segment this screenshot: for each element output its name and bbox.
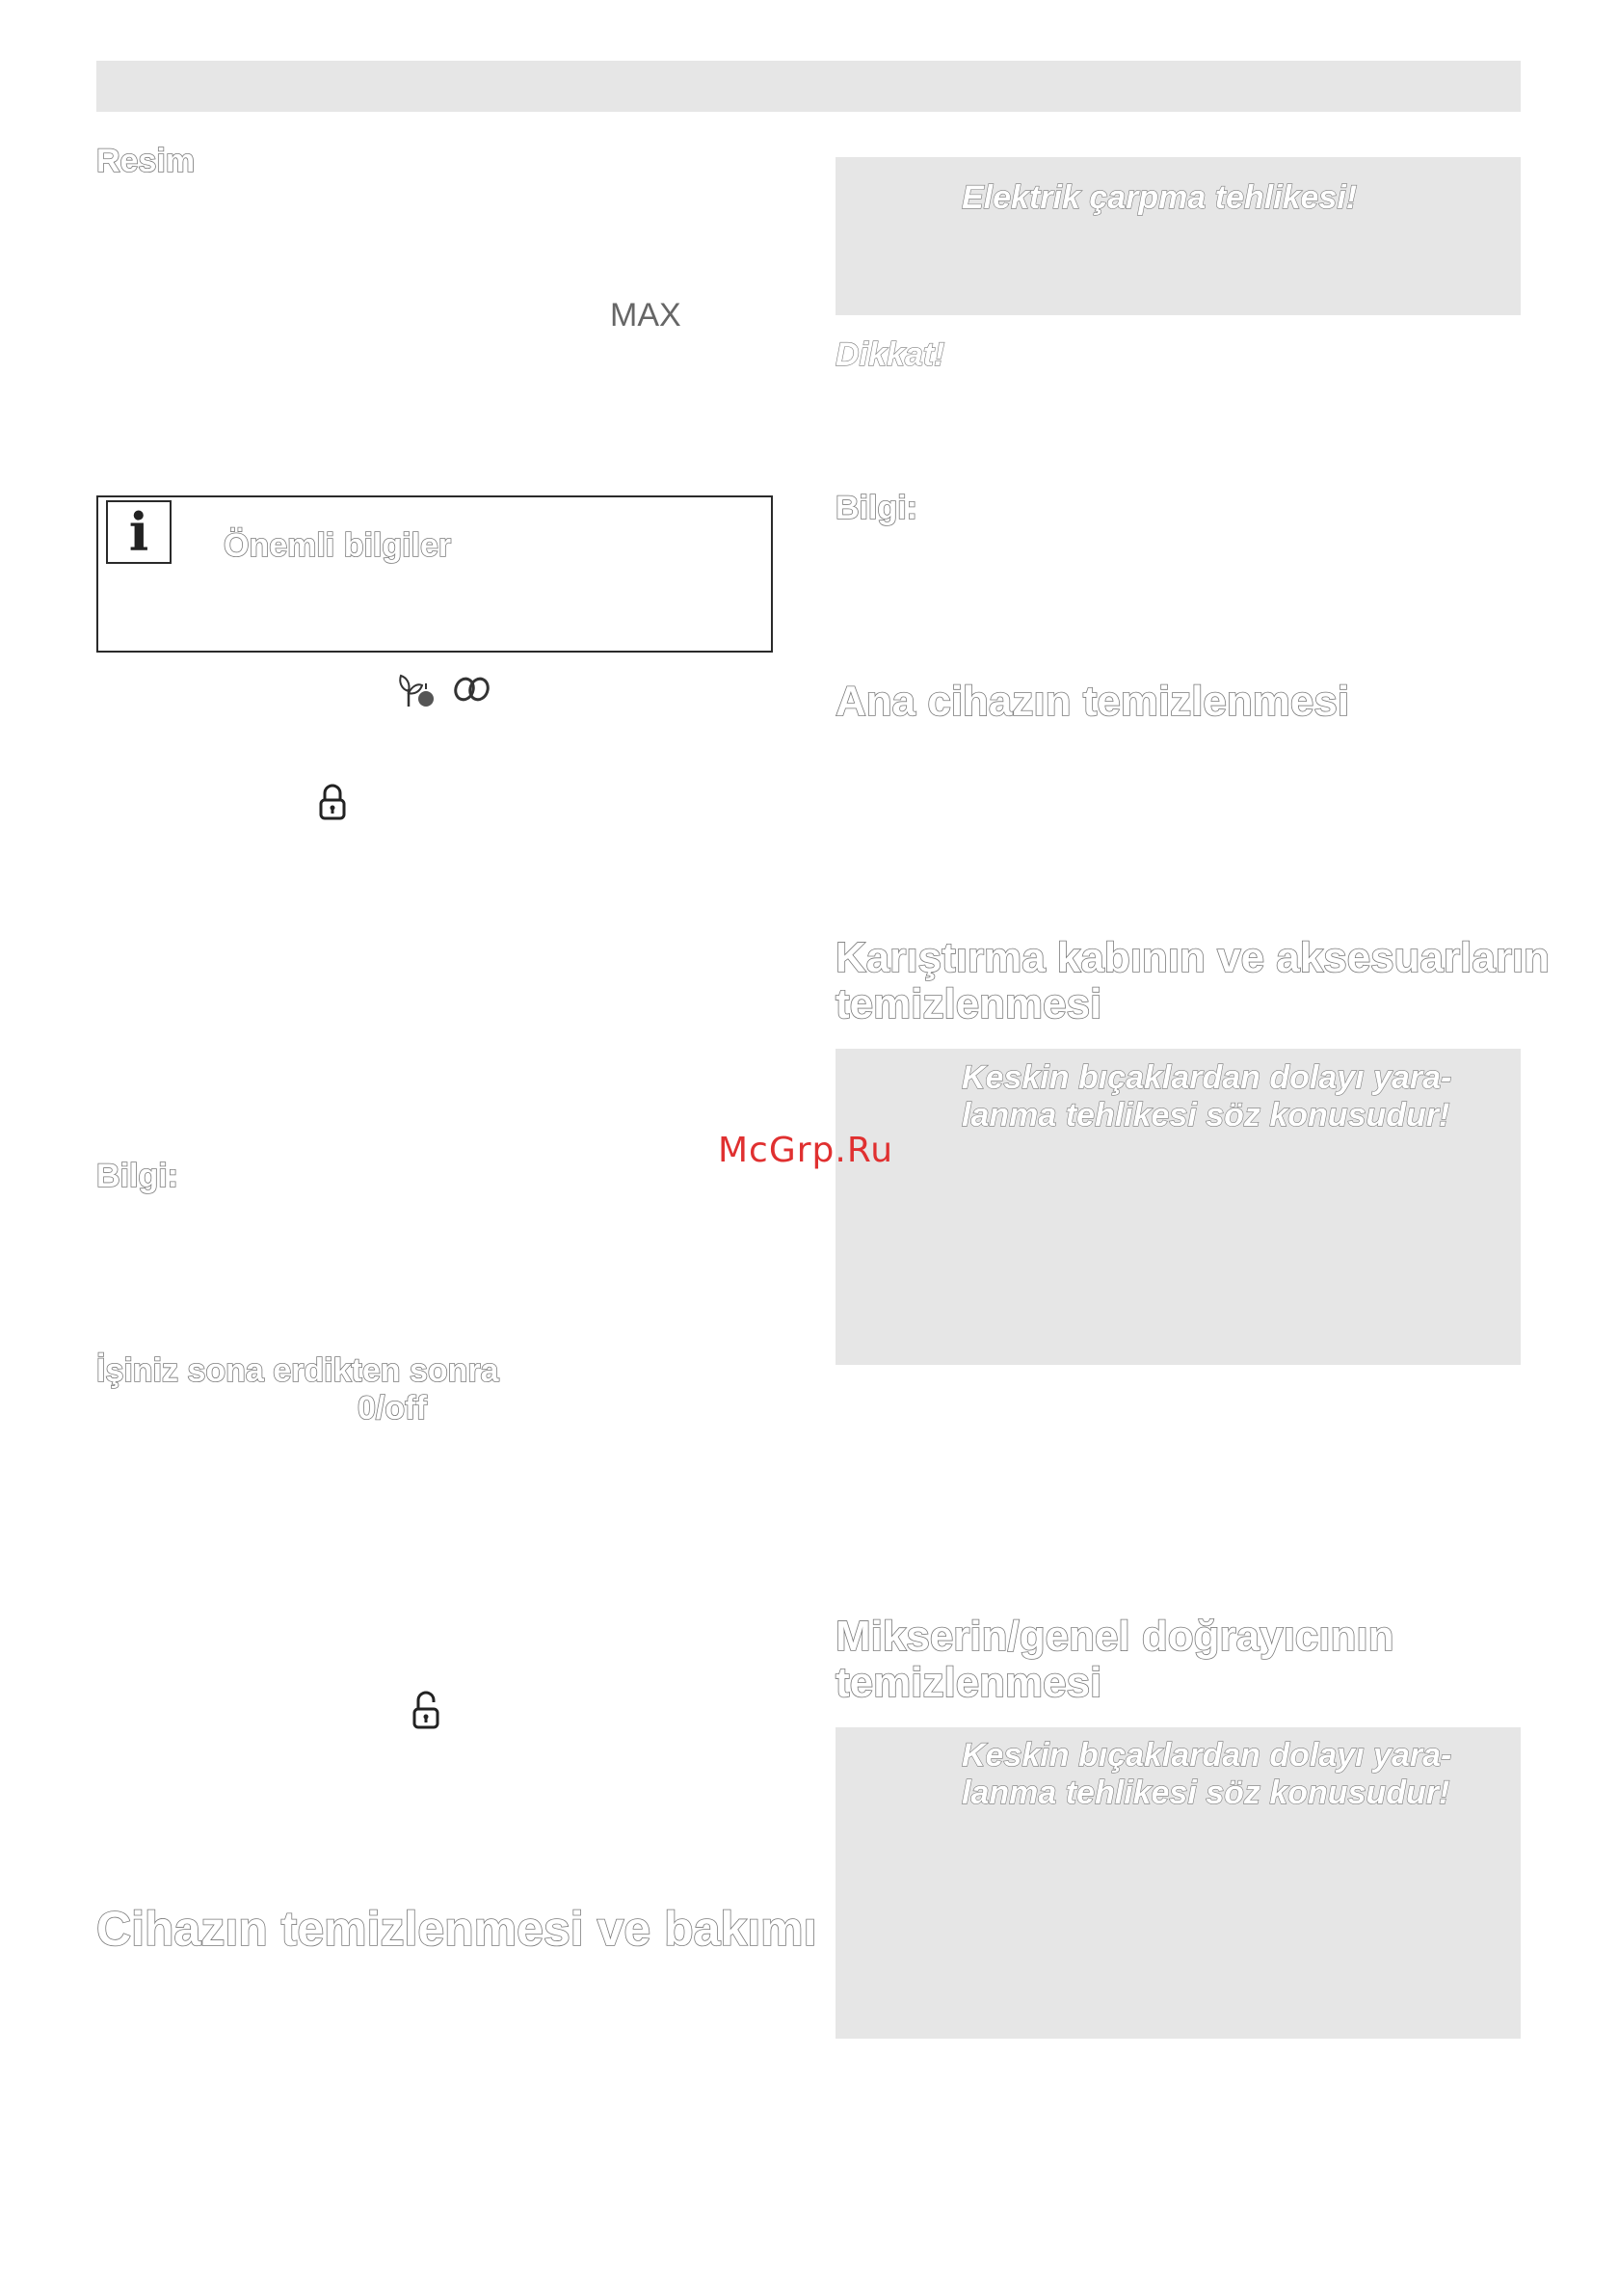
caution-label: Dikkat! <box>836 336 945 373</box>
blade-warning-1-line1: Keskin bıçaklardan dolayı yara- <box>962 1059 1452 1096</box>
electric-warning-text: Elektrik çarpma tehlikesi! <box>962 179 1358 216</box>
heading-blender-line1: Mikserin/genel doğrayıcının <box>836 1613 1394 1660</box>
info-box-title: Önemli bilgiler <box>224 527 452 564</box>
bilgi-label-left: Bilgi: <box>96 1158 178 1194</box>
off-label: 0/off <box>358 1390 427 1427</box>
important-info-box <box>96 495 773 653</box>
blade-warning-2-line2: lanma tehlikesi söz konusudur! <box>962 1775 1450 1811</box>
heading-mixing-bowl-line1: Karıştırma kabının ve aksesuarların <box>836 934 1551 981</box>
section-heading-cleaning-care: Cihazın temizlenmesi ve bakımı <box>96 1902 817 1956</box>
blade-warning-1-line2: lanma tehlikesi söz konusudur! <box>962 1097 1450 1134</box>
resim-label: Resim <box>96 143 196 179</box>
eco-sprout-icon <box>397 672 436 708</box>
infinity-loop-icon <box>453 676 491 703</box>
heading-mixing-bowl-line2: temizlenmesi <box>836 980 1102 1028</box>
after-work-label: İşiniz sona erdikten sonra <box>96 1352 499 1389</box>
header-bar <box>96 61 1521 112</box>
lock-open-icon <box>411 1690 440 1730</box>
info-icon-glyph: i <box>128 501 149 563</box>
bilgi-label-right: Bilgi: <box>836 490 917 526</box>
blade-warning-2-line1: Keskin bıçaklardan dolayı yara- <box>962 1737 1452 1774</box>
watermark-text: McGrp.Ru <box>718 1131 894 1170</box>
heading-main-device: Ana cihazın temizlenmesi <box>836 678 1350 725</box>
max-label: MAX <box>610 297 681 334</box>
heading-blender-line2: temizlenmesi <box>836 1659 1102 1706</box>
lock-closed-icon <box>318 783 347 821</box>
